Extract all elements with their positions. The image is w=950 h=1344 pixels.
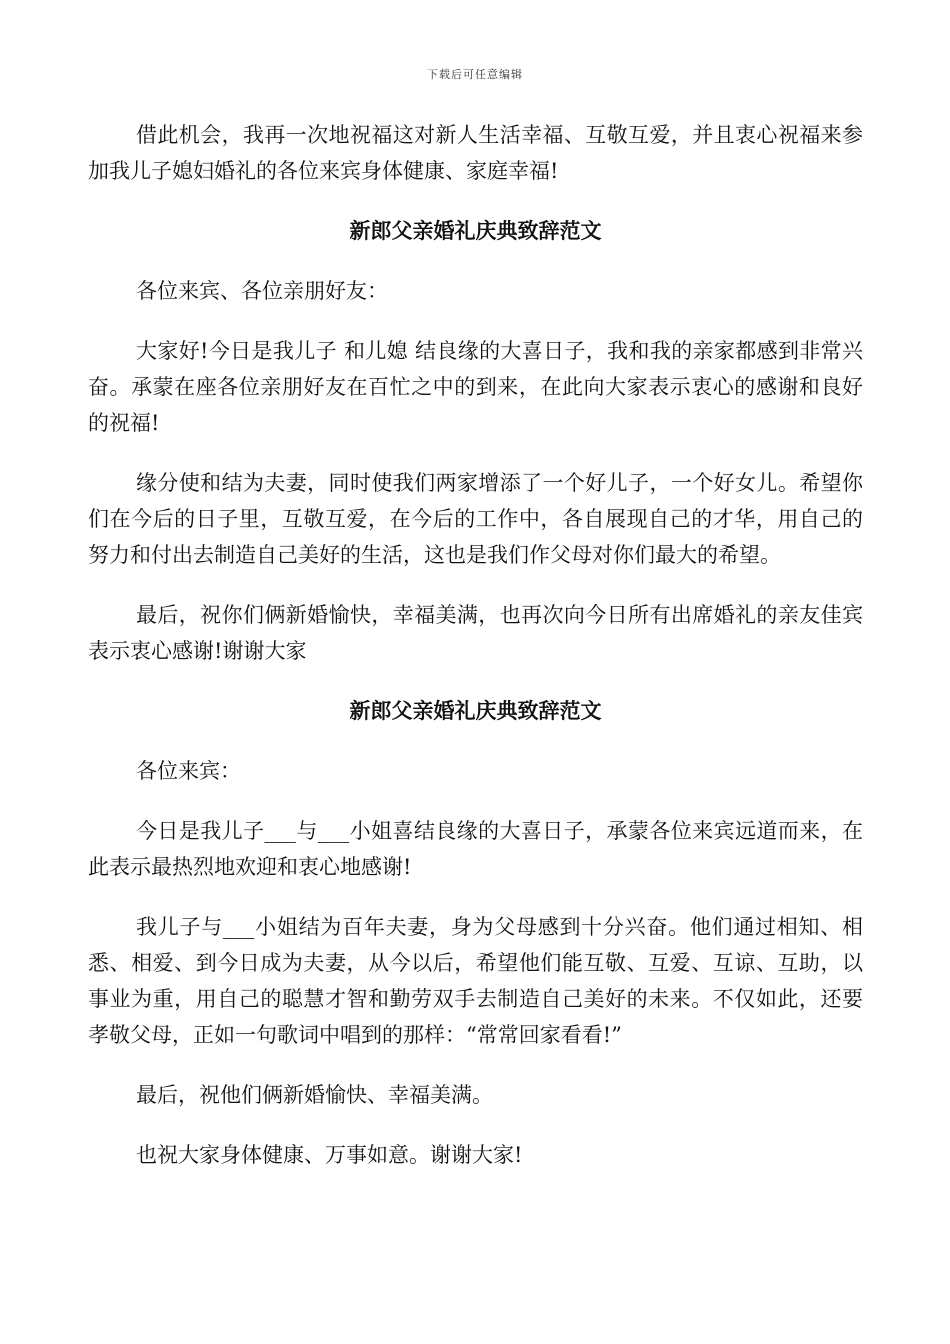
body-paragraph: 最后，祝他们俩新婚愉快、幸福美满。 xyxy=(136,1083,493,1107)
closing-paragraph: 借此机会，我再一次地祝福这对新人生活幸福、互敬互爱，并且衷心祝福来参加我儿子媳妇婚礼的各位来宾身体健康、家庭幸福! xyxy=(88,123,863,183)
body-paragraph: 今日是我儿子___与___小姐喜结良缘的大喜日子，承蒙各位来宾远道而来，在此表示最热烈地欢迎和衷心地感谢! xyxy=(88,819,863,879)
header-note: 下载后可任意编辑 xyxy=(427,68,523,81)
section-title: 新郎父亲婚礼庆典致辞范文 xyxy=(349,218,602,243)
body-paragraph: 也祝大家身体健康、万事如意。谢谢大家! xyxy=(136,1143,523,1167)
document-body xyxy=(88,117,863,1197)
body-paragraph: 缘分使和结为夫妻，同时使我们两家增添了一个好儿子，一个好女儿。希望你们在今后的日子里，互敬互爱，在今后的工作中，各自展现自己的才华，用自己的努力和付出去制造自己美好的生活，这也是我们作父母对你们最大的希望。 xyxy=(88,471,863,567)
body-paragraph: 大家好!今日是我儿子 和儿媳 结良缘的大喜日子，我和我的亲家都感到非常兴奋。承蒙在座各位亲朋好友在百忙之中的到来，在此向大家表示衷心的感谢和良好的祝福! xyxy=(88,339,863,435)
body-paragraph: 最后，祝你们俩新婚愉快，幸福美满，也再次向今日所有出席婚礼的亲友佳宾表示衷心感谢!谢谢大家 xyxy=(88,603,863,663)
body-paragraph: 我儿子与___小姐结为百年夫妻，身为父母感到十分兴奋。他们通过相知、相悉、相爱、到今日成为夫妻，从今以后，希望他们能互敬、互爱、互谅、互助，以事业为重，用自己的聪慧才智和勤劳双手去制造自己美好的未来。不仅如此，还要孝敬父母，正如一句歌词中唱到的那样：“常常回家看看!” xyxy=(88,915,863,1047)
greeting: 各位来宾： xyxy=(136,759,241,783)
section-title: 新郎父亲婚礼庆典致辞范文 xyxy=(349,698,602,723)
greeting: 各位来宾、各位亲朋好友： xyxy=(136,279,388,303)
